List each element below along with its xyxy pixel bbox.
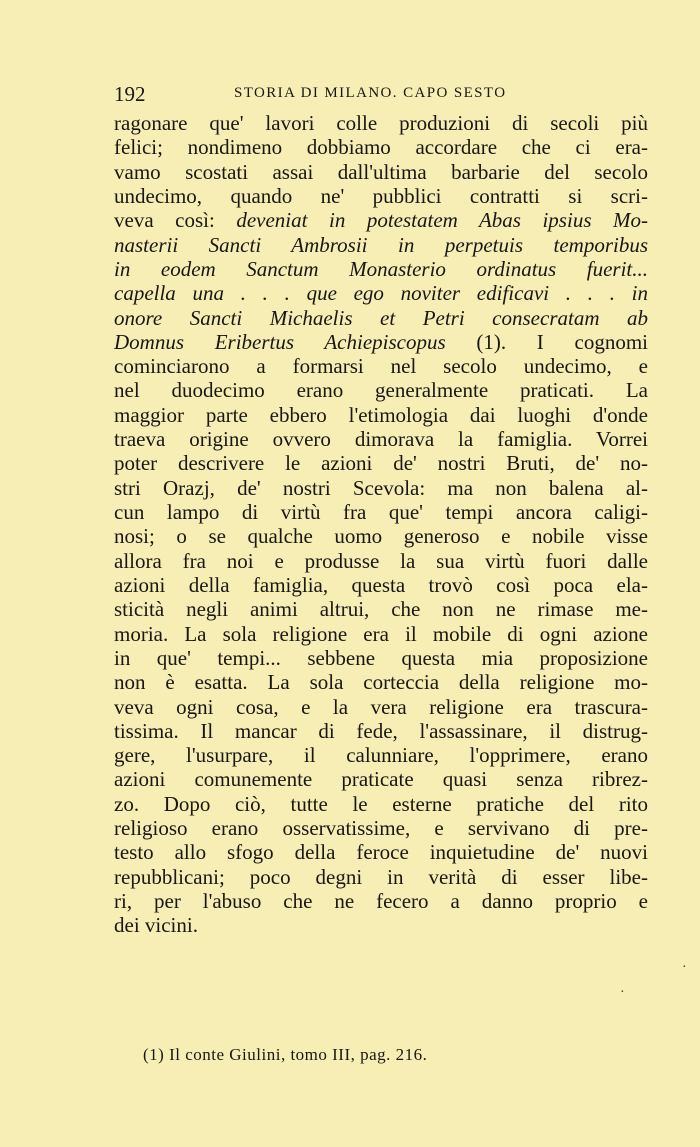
body-text (114, 111, 648, 938)
body-line-mixed (114, 330, 648, 354)
latin-quote: Domnus Eribertus Achiepiscopus (114, 329, 446, 354)
margin-speck: · (620, 985, 625, 1000)
body-line: veva ogni cosa, e la vera religione era trascura- (114, 694, 648, 719)
body-line: traeva origine ovvero dimorava la famiglia. Vorrei (114, 427, 648, 452)
body-line: testo allo sfogo della feroce inquietudine de' nuovi (114, 840, 648, 865)
body-line: poter descrivere le azioni de' nostri Bruti, de' no- (114, 451, 648, 476)
body-line-latin: in eodem Sanctum Monasterio ordinatus fuerit... (114, 256, 648, 281)
body-line: maggior parte ebbero l'etimologia dai luoghi d'onde (114, 402, 648, 427)
body-line: allora fra noi e produsse la sua virtù fuori dalle (114, 548, 648, 573)
page-header (114, 82, 634, 112)
body-line: non è esatta. La sola corteccia della religione mo- (114, 670, 648, 695)
body-line: nel duodecimo erano generalmente praticati. La (114, 378, 648, 403)
body-line: azioni della famiglia, questa trovò così poca ela- (114, 572, 648, 597)
footnote: (1) Il conte Giulini, tomo III, pag. 216. (143, 1045, 428, 1064)
body-line-latin: onore Sancti Michaelis et Petri consecratam ab (114, 305, 648, 330)
body-line: felici; nondimeno dobbiamo accordare che ci era- (114, 135, 648, 160)
body-line: vamo scostati assai dall'ultima barbarie del secolo (114, 159, 648, 184)
running-title: STORIA DI MILANO. CAPO SESTO (234, 85, 507, 101)
body-line-mixed (114, 208, 648, 232)
latin-quote: deveniat in potestatem Abas ipsius Mo- (236, 208, 648, 233)
body-line: tissima. Il mancar di fede, l'assassinare, il distrug- (114, 718, 648, 743)
body-line: cominciarono a formarsi nel secolo undecimo, e (114, 354, 648, 379)
body-line: sticità negli animi altrui, che non ne rimase me- (114, 597, 648, 622)
body-line-latin: capella una . . . que ego noviter edificavi . . . in (114, 281, 648, 306)
body-line: in que' tempi... sebbene questa mia proposizione (114, 645, 648, 670)
body-line: gere, l'usurpare, il calunniare, l'opprimere, erano (114, 743, 648, 768)
body-line: stri Orazj, de' nostri Scevola: ma non balena al- (114, 475, 648, 500)
body-line: moria. La sola religione era il mobile di ogni azione (114, 621, 648, 646)
roman-span: (1). I cognomi (445, 329, 648, 354)
body-line: ragonare que' lavori colle produzioni di secoli più (114, 111, 648, 135)
body-line: religioso erano osservatissime, e servivano di pre- (114, 816, 648, 841)
body-line: ri, per l'abuso che ne fecero a danno proprio e (114, 889, 648, 913)
body-line: cun lampo di virtù fra que' tempi ancora caligi- (114, 500, 648, 524)
roman-span: veva così: (114, 208, 237, 233)
body-line-last: dei vicini. (114, 913, 198, 938)
margin-speck: · (682, 960, 687, 975)
page-number: 192 (114, 82, 146, 106)
body-line-latin: nasterii Sancti Ambrosii in perpetuis temporibus (114, 232, 648, 257)
body-line: repubblicani; poco degni in verità di esser libe- (114, 864, 648, 889)
body-line: zo. Dopo ciò, tutte le esterne pratiche del rito (114, 791, 648, 816)
body-line: azioni comunemente praticate quasi senza ribrez- (114, 767, 648, 792)
body-line: nosi; o se qualche uomo generoso e nobile visse (114, 524, 648, 549)
body-line: undecimo, quando ne' pubblici contratti si scri- (114, 183, 648, 208)
